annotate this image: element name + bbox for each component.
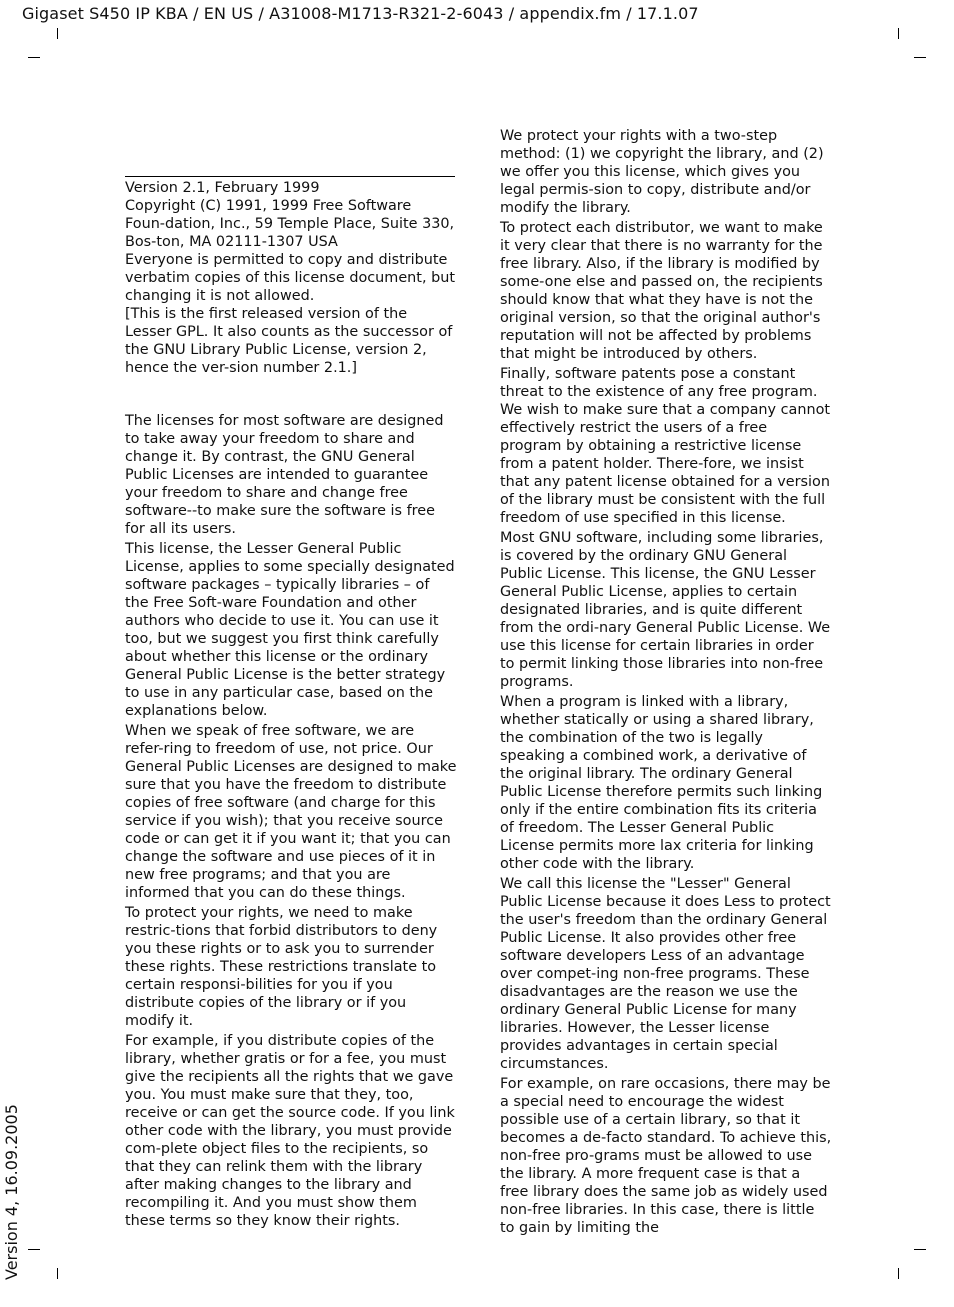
crop-mark-top-left-h (28, 57, 40, 58)
paragraph: When we speak of free software, we are refer-ring to freedom of use, not price. Our General Public Licenses are designed to make sure that you have the freedom to distribute copies of free software (and charge for this service if you wish); that you receive source code or can get it if you want it; that you can change the software and use pieces of it in new free programs; and that you are informed that you can do these things. (125, 723, 457, 901)
paragraph: We call this license the "Lesser" General Public License because it does Less to protect the user's freedom than the ordinary General Public License. It also provides other free software developers Less of an advantage over compet-ing non-free programs. These disadvantages are the reason we use the ordinary General Public License for many libraries. However, the Lesser license provides advantages in certain special circumstances. (500, 876, 831, 1072)
right-column (500, 127, 832, 1239)
paragraph: Finally, software patents pose a constant threat to the existence of any free program. We wish to make sure that a company cannot effectively restrict the users of a free program by obtaining a restrictive license from a patent holder. There-fore, we insist that any patent license obtained for a version of the library must be consistent with the full freedom of use specified in this license. (500, 366, 831, 526)
paragraph: This license, the Lesser General Public License, applies to some specially designated software packages – typically libraries – of the Free Soft-ware Foundation and other authors who decide to use it. You can use it too, but we suggest you first think carefully about whether this license or the ordinary General Public License is the better strategy to use in any particular case, based on the explanations below. (125, 541, 455, 719)
left-column (125, 412, 457, 1232)
license-version-block (125, 176, 455, 377)
license-permission: Everyone is permitted to copy and distribute verbatim copies of this license document, but changing it is not allowed. (125, 252, 455, 304)
crop-mark-bottom-left-h (28, 1249, 40, 1250)
paragraph: To protect your rights, we need to make restric-tions that forbid distributors to deny you these rights or to ask you to surrender these rights. These restrictions translate to certain responsi-bilities for you if you distribute copies of the library or if you modify it. (125, 905, 438, 1029)
paragraph: The licenses for most software are designed to take away your freedom to share and change it. By contrast, the GNU General Public Licenses are intended to guarantee your freedom to share and change free software--to make sure the software is free for all its users. (125, 413, 444, 537)
crop-mark-bottom-right-v (898, 1268, 899, 1279)
crop-mark-top-left-v (57, 28, 58, 39)
license-note: [This is the first released version of the Lesser GPL. It also counts as the successor of the GNU Library Public License, version 2, hence the ver-sion number 2.1.] (125, 306, 453, 376)
crop-mark-top-right-v (898, 28, 899, 39)
crop-mark-bottom-right-h (914, 1249, 926, 1250)
paragraph: For example, if you distribute copies of the library, whether gratis or for a fee, you must give the recipients all the rights that we gave you. You must make sure that they, too, receive or can get the source code. If you link other code with the library, you must provide com-plete object files to the recipients, so that they can relink them with the library after making changes to the library and recompiling it. And you must show them these terms so they know their rights. (125, 1033, 455, 1229)
license-version-line: Version 2.1, February 1999 (125, 180, 320, 196)
paragraph: We protect your rights with a two-step method: (1) we copyright the library, and (2) we offer you this license, which gives you legal permis-sion to copy, distribute and/or modify the library. (500, 128, 824, 216)
paragraph: For example, on rare occasions, there may be a special need to encourage the widest possible use of a certain library, so that it becomes a de-facto standard. To achieve this, non-free pro-grams must be allowed to use the library. A more frequent case is that a free library does the same job as widely used non-free libraries. In this case, there is little to gain by limiting the (500, 1076, 832, 1236)
version-side-label: Version 4, 16.09.2005 (2, 1104, 21, 1280)
crop-mark-top-right-h (914, 57, 926, 58)
paragraph: Most GNU software, including some libraries, is covered by the ordinary GNU General Public License. This license, the GNU Lesser General Public License, applies to certain designated libraries, and is quite different from the ordi-nary General Public License. We use this license for certain libraries in order to permit linking those libraries into non-free programs. (500, 530, 831, 690)
paragraph: When a program is linked with a library, whether statically or using a shared library, the combination of the two is legally speaking a combined work, a derivative of the original library. The ordinary General Public License therefore permits such linking only if the entire combination fits its criteria of freedom. The Lesser General Public License permits more lax criteria for linking other code with the library. (500, 694, 823, 872)
crop-mark-bottom-left-v (57, 1268, 58, 1279)
license-copyright: Copyright (C) 1991, 1999 Free Software Foun-dation, Inc., 59 Temple Place, Suite 330, Bos-ton, MA 02111-1307 USA (125, 198, 455, 250)
page-header: Gigaset S450 IP KBA / EN US / A31008-M1713-R321-2-6043 / appendix.fm / 17.1.07 (22, 4, 699, 23)
paragraph: To protect each distributor, we want to make it very clear that there is no warranty for the free library. Also, if the library is modified by some-one else and passed on, the recipients should know that what they have is not the original version, so that the original author's reputation will not be affected by problems that might be introduced by others. (500, 220, 823, 362)
